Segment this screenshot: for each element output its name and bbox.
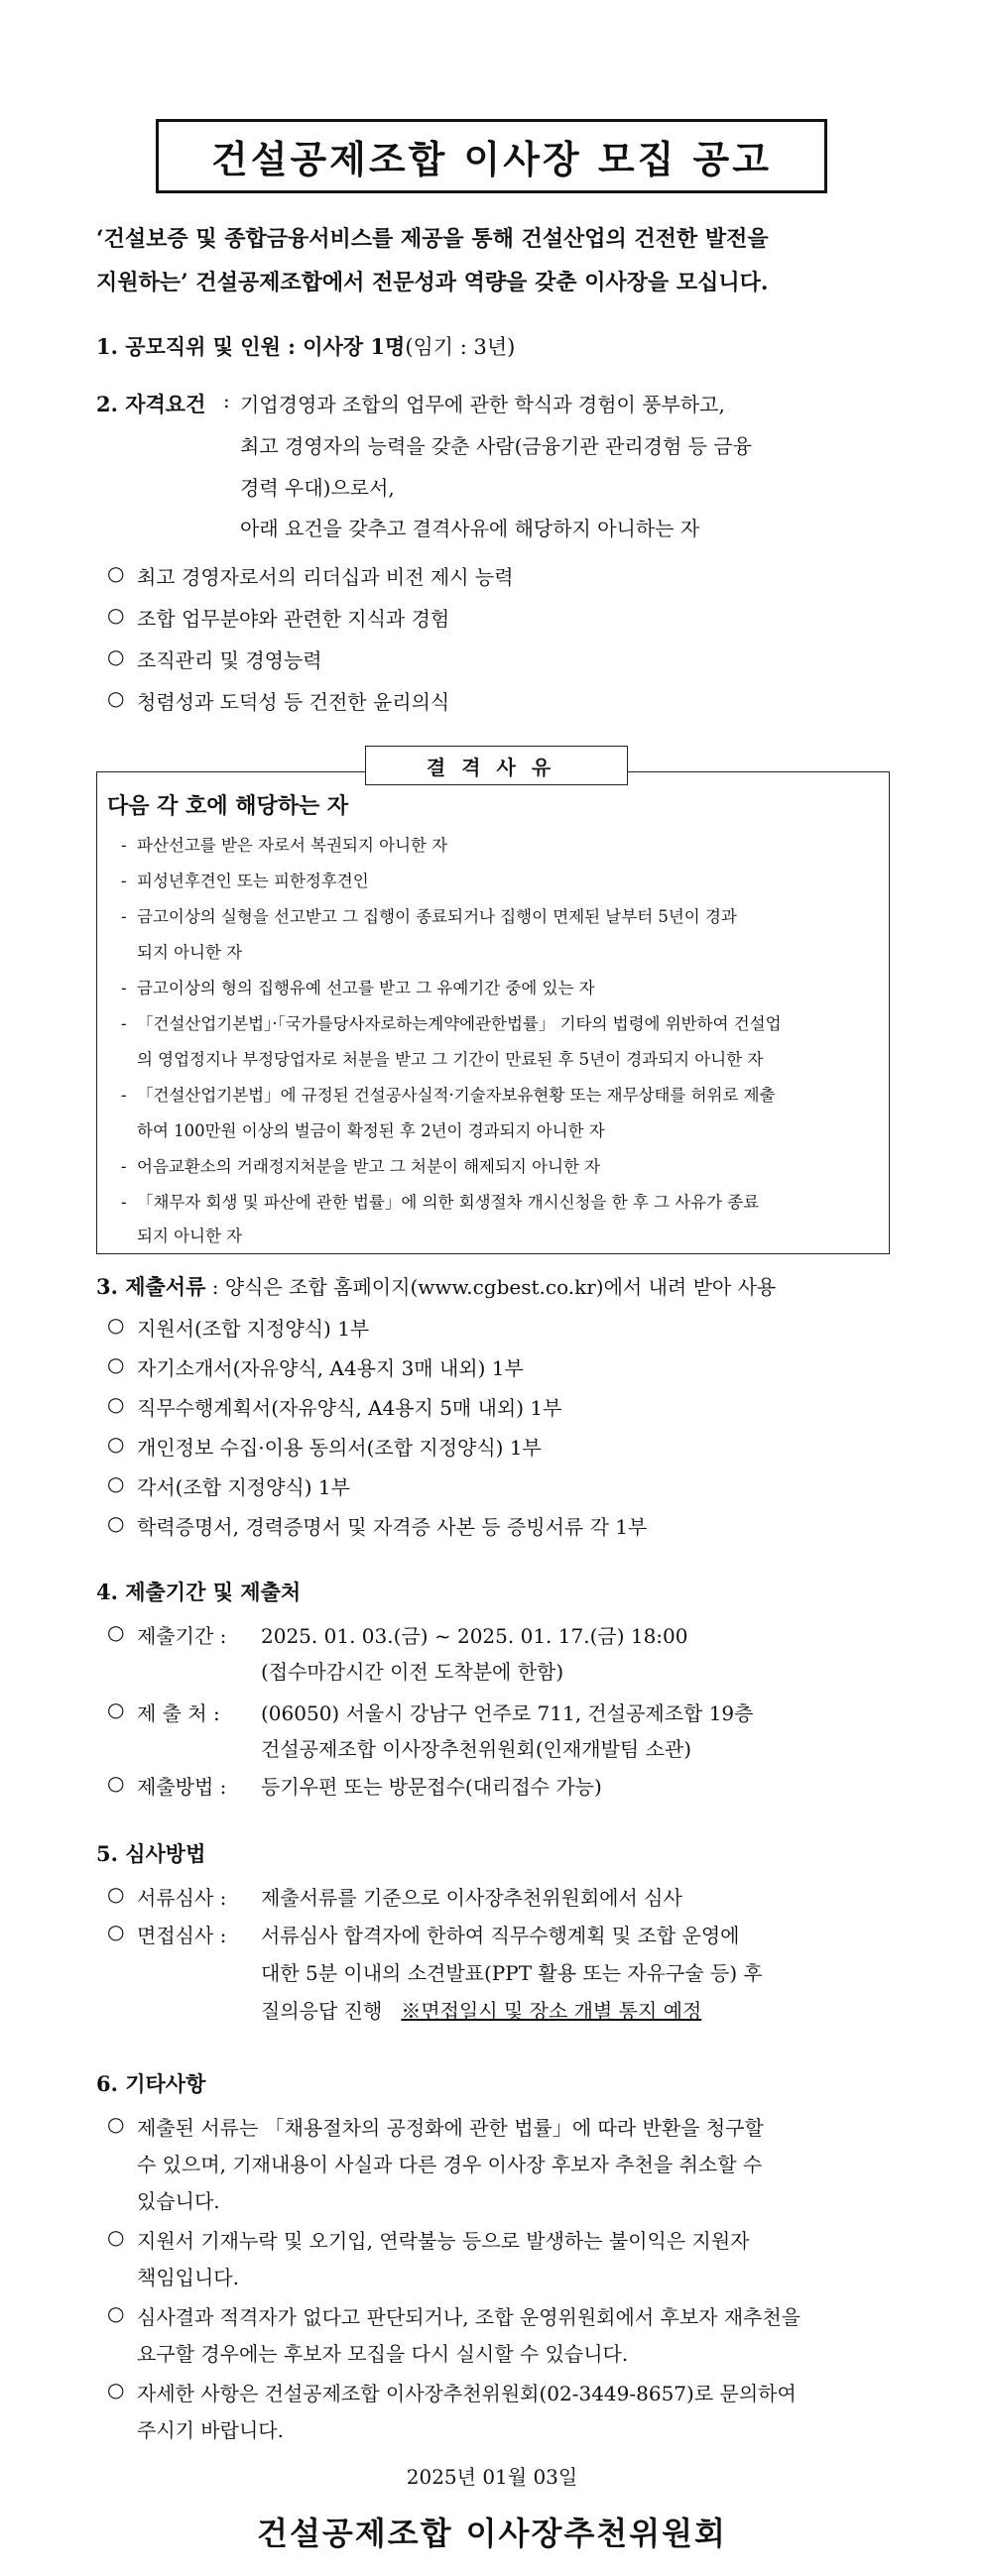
- bullet-icon: ○: [107, 2301, 125, 2325]
- misc-item: [107, 2112, 764, 2141]
- method-label: 제출방법 :: [137, 1775, 227, 1799]
- issuer-name: 건설공제조합 이사장추천위원회: [257, 2515, 727, 2552]
- disq-item-text: 피성년후견인 또는 피한정후견인: [137, 872, 369, 890]
- dash-icon: -: [121, 907, 127, 926]
- document-item: [107, 1511, 647, 1540]
- document-item-text: 각서(조합 지정양식) 1부: [137, 1475, 350, 1499]
- bullet-icon: ○: [107, 1771, 125, 1795]
- disq-item-text: 어음교환소의 거래정지처분을 받고 그 처분이 해제되지 아니한 자: [137, 1157, 601, 1176]
- page-title: 건설공제조합 이사장 모집 공고: [211, 137, 772, 181]
- bullet-icon: ○: [107, 1511, 125, 1535]
- dash-icon: -: [121, 1014, 127, 1033]
- bullet-icon: ○: [107, 1392, 125, 1416]
- period-row: [107, 1620, 226, 1649]
- title-box: [156, 119, 827, 193]
- disq-item: [121, 902, 737, 932]
- doc-review-row: [107, 1882, 226, 1911]
- place-committee: 건설공제조합 이사장추천위원회(인재개발팀 소관): [261, 1737, 692, 1761]
- bullet-icon: ○: [107, 1313, 125, 1337]
- bullet-icon: ○: [107, 561, 125, 585]
- disq-item-cont: 되지 아니한 자: [137, 1227, 243, 1245]
- qualification-item-text: 조직관리 및 경영능력: [137, 648, 322, 672]
- qualification-item: [107, 644, 322, 673]
- dash-icon: -: [121, 979, 127, 997]
- bullet-icon: ○: [107, 1920, 125, 1943]
- section-5-heading: 5. 심사방법: [96, 1841, 206, 1866]
- method-value: 등기우편 또는 방문접수(대리접수 가능): [261, 1775, 602, 1799]
- place-label: 제 출 처 :: [137, 1701, 220, 1725]
- misc-item: [107, 2378, 797, 2406]
- misc-item-cont: 주시기 바랍니다.: [137, 2418, 284, 2442]
- misc-item-cont: 요구할 경우에는 후보자 모집을 다시 실시할 수 있습니다.: [137, 2342, 629, 2366]
- document-item: [107, 1313, 369, 1342]
- dash-icon: -: [121, 1193, 127, 1212]
- misc-item-cont: 책임입니다.: [137, 2266, 239, 2289]
- method-row: [107, 1771, 226, 1800]
- section-3-title: 3. 제출서류: [96, 1274, 206, 1299]
- document-item-text: 학력증명서, 경력증명서 및 자격증 사본 등 증빙서류 각 1부: [137, 1515, 648, 1539]
- interview-line-3: [261, 1995, 701, 2024]
- bullet-icon: ○: [107, 603, 125, 627]
- misc-item-cont: 있습니다.: [137, 2189, 220, 2213]
- bullet-icon: ○: [107, 1352, 125, 1376]
- interview-line-2: 대한 5분 이내의 소견발표(PPT 활용 또는 자유구술 등) 후: [261, 1961, 763, 1985]
- disq-item: [121, 1152, 600, 1182]
- document-item: [107, 1471, 350, 1500]
- disq-item-text: 「건설산업기본법」·「국가를당사자로하는계약에관한법률」 기타의 법령에 위반하여 건설업: [137, 1014, 782, 1033]
- misc-item-text: 제출된 서류는 「채용절차의 공정화에 관한 법률」에 따라 반환을 청구할: [137, 2116, 764, 2140]
- qualification-line-2: 최고 경영자의 능력을 갖춘 사람(금융기관 관리경험 등 금융: [240, 434, 752, 458]
- bullet-icon: ○: [107, 1620, 125, 1644]
- bullet-icon: ○: [107, 2225, 125, 2249]
- document-item: [107, 1432, 542, 1461]
- document-item-text: 자기소개서(자유양식, A4용지 3매 내외) 1부: [137, 1356, 524, 1380]
- doc-review-label: 서류심사 :: [137, 1886, 227, 1910]
- misc-item-cont: 수 있으며, 기재내용이 사실과 다른 경우 이사장 후보자 추천을 취소할 수: [137, 2153, 763, 2176]
- section-1-heading: [96, 331, 515, 361]
- section-6-heading: 6. 기타사항: [96, 2071, 206, 2096]
- section-1-title: 1. 공모직위 및 인원 : 이사장 1명: [96, 334, 406, 359]
- place-address: (06050) 서울시 강남구 언주로 711, 건설공제조합 19층: [261, 1701, 754, 1725]
- qualification-item: [107, 603, 449, 632]
- disq-item-text: 금고이상의 형의 집행유예 선고를 받고 그 유예기간 중에 있는 자: [137, 979, 595, 997]
- bullet-icon: ○: [107, 686, 125, 710]
- misc-item-text: 심사결과 적격자가 없다고 판단되거나, 조합 운영위원회에서 후보자 재추천을: [137, 2305, 801, 2329]
- disq-item-cont: 의 영업정지나 부정당업자로 처분을 받고 그 기간이 만료된 후 5년이 경과되지 아니한 자: [137, 1050, 764, 1069]
- bullet-icon: ○: [107, 2112, 125, 2136]
- document-item-text: 개인정보 수집·이용 동의서(조합 지정양식) 1부: [137, 1436, 542, 1460]
- section-2-colon: :: [223, 389, 230, 412]
- bullet-icon: ○: [107, 1698, 125, 1721]
- disq-item: [121, 867, 369, 896]
- document-item: [107, 1392, 561, 1421]
- disqualification-heading: 다음 각 호에 해당하는 자: [107, 794, 349, 819]
- misc-item-text: 지원서 기재누락 및 오기입, 연락불능 등으로 발생하는 불이익은 지원자: [137, 2229, 750, 2253]
- interview-qa: 질의응답 진행: [261, 1999, 383, 2023]
- intro-line-1: ‘건설보증 및 종합금융서비스를 제공을 통해 건설산업의 건전한 발전을: [96, 226, 769, 252]
- qualification-item-text: 조합 업무분야와 관련한 지식과 경험: [137, 607, 450, 631]
- qualification-item-text: 청렴성과 도덕성 등 건전한 윤리의식: [137, 690, 450, 714]
- qualification-item: [107, 561, 514, 590]
- dash-icon: -: [121, 1157, 127, 1176]
- issue-date: 2025년 01월 03일: [406, 2465, 578, 2489]
- period-label: 제출기간 :: [137, 1624, 227, 1648]
- bullet-icon: ○: [107, 1882, 125, 1906]
- disq-item-text: 파산선고를 받은 자로서 복권되지 아니한 자: [137, 836, 448, 855]
- disq-item: [121, 974, 595, 1003]
- interview-label: 면접심사 :: [137, 1924, 227, 1947]
- bullet-icon: ○: [107, 644, 125, 668]
- period-value: 2025. 01. 03.(금) ~ 2025. 01. 17.(금) 18:00: [261, 1624, 688, 1648]
- misc-item-text: 자세한 사항은 건설공제조합 이사장추천위원회(02-3449-8657)로 문의하여: [137, 2382, 797, 2405]
- disq-item-cont: 하여 100만원 이상의 벌금이 확정된 후 2년이 경과되지 아니한 자: [137, 1121, 605, 1140]
- disq-item: [121, 831, 447, 861]
- disq-item-text: 「채무자 회생 및 파산에 관한 법률」에 의한 회생절차 개시신청을 한 후 그 사유가 종료: [137, 1193, 760, 1212]
- qualification-item-text: 최고 경영자로서의 리더십과 비전 제시 능력: [137, 565, 514, 589]
- disq-item-text: 「건설산업기본법」에 규정된 건설공사실적·기술자보유현황 또는 재무상태를 허위로 제출: [137, 1086, 776, 1105]
- document-item-text: 지원서(조합 지정양식) 1부: [137, 1317, 370, 1341]
- interview-notice: ※면접일시 및 장소 개별 통지 예정: [401, 1999, 702, 2023]
- interview-line-1: 서류심사 합격자에 한하여 직무수행계획 및 조합 운영에: [261, 1924, 740, 1947]
- bullet-icon: ○: [107, 1471, 125, 1495]
- intro-line-2: 지원하는’ 건설공제조합에서 전문성과 역량을 갖춘 이사장을 모십니다.: [96, 270, 769, 295]
- interview-row: [107, 1920, 226, 1948]
- disqualification-label: 결격사유: [365, 746, 628, 785]
- misc-item: [107, 2225, 750, 2254]
- disq-item: [121, 1081, 776, 1111]
- section-3-heading: [96, 1271, 776, 1301]
- section-2-heading: 2. 자격요건: [96, 392, 206, 416]
- disq-item: [121, 1188, 759, 1218]
- disq-item: [121, 1009, 782, 1039]
- doc-review-value: 제출서류를 기준으로 이사장추천위원회에서 심사: [261, 1886, 682, 1910]
- disq-item-text: 금고이상의 실형을 선고받고 그 집행이 종료되거나 집행이 면제된 날부터 5년이 경과: [137, 907, 737, 926]
- misc-item: [107, 2301, 800, 2330]
- bullet-icon: ○: [107, 1432, 125, 1456]
- bullet-icon: ○: [107, 2378, 125, 2401]
- disq-item-cont: 되지 아니한 자: [137, 943, 243, 962]
- dash-icon: -: [121, 1086, 127, 1105]
- qualification-line-3: 경력 우대)으로서,: [240, 476, 395, 500]
- dash-icon: -: [121, 836, 127, 855]
- qualification-line-1: 기업경영과 조합의 업무에 관한 학식과 경험이 풍부하고,: [240, 393, 725, 416]
- dash-icon: -: [121, 872, 127, 890]
- qualification-line-4: 아래 요건을 갖추고 결격사유에 해당하지 아니하는 자: [240, 517, 700, 540]
- section-3-note: : 양식은 조합 홈페이지(www.cgbest.co.kr)에서 내려 받아 사용: [205, 1275, 777, 1299]
- document-item-text: 직무수행계획서(자유양식, A4용지 5매 내외) 1부: [137, 1396, 562, 1420]
- section-1-term: (임기 : 3년): [405, 335, 516, 359]
- period-note: (접수마감시간 이전 도착분에 한함): [261, 1660, 564, 1684]
- qualification-item: [107, 686, 449, 715]
- section-4-heading: 4. 제출기간 및 제출처: [96, 1580, 302, 1604]
- document-item: [107, 1352, 524, 1381]
- place-row: [107, 1698, 220, 1726]
